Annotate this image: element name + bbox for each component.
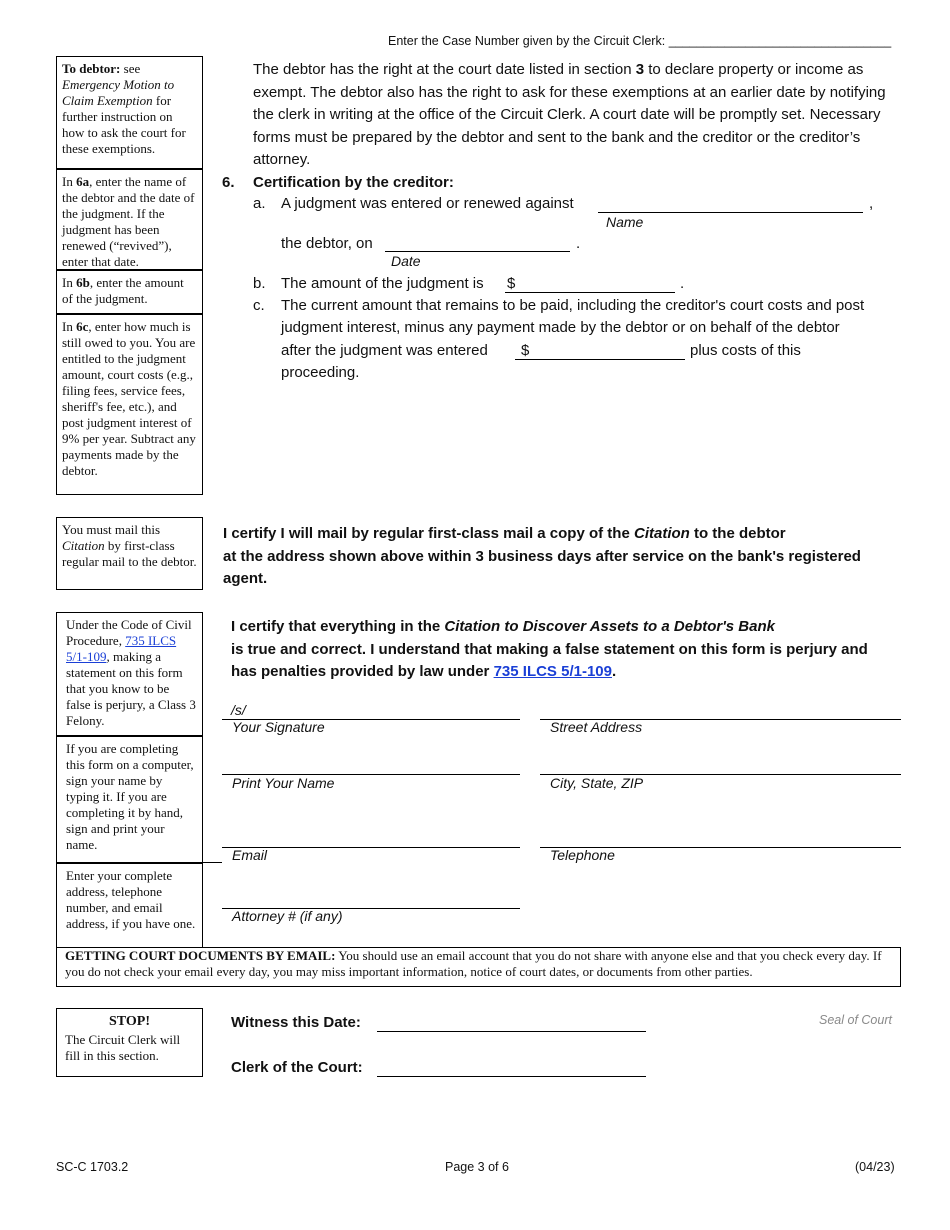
item-a-text: A judgment was entered or renewed against [281, 195, 574, 212]
item-b-letter: b. [253, 275, 266, 292]
clerk-of-court-field[interactable] [377, 1076, 646, 1077]
email-notice-box: GETTING COURT DOCUMENTS BY EMAIL: You should use an email account that you do not share with anyone else and that you check every day. If you do not check your email every day, you may miss important information, notice of court dates, or documents from other parties. [56, 947, 901, 987]
sidebar-address-note: Enter your complete address, telephone number, and email address, if you have one. [56, 863, 203, 948]
sidebar-debtor-note: To debtor: see Emergency Motion to Claim Exemption for further instruction on how to ask the court for these exemptions. [56, 56, 203, 169]
signature-value[interactable]: /s/ [231, 702, 246, 718]
case-number-header [388, 34, 891, 48]
item-c-line1: The current amount that remains to be paid, including the creditor's court costs and post [281, 297, 865, 314]
mail-certification: I certify I will mail by regular first-class mail a copy of the Citation to the debtor at the address shown above within 3 business days after service on the bank's registered agent. [223, 525, 861, 587]
judgment-dollar-sign: $ [507, 275, 516, 292]
sidebar-6b-note: In 6b, enter the amount of the judgment. [56, 270, 203, 314]
case-number-label: Enter the Case Number given by the Circuit Clerk: [388, 34, 666, 48]
remaining-amount-field[interactable] [515, 359, 685, 360]
case-number-field[interactable]: ________________________________ [668, 34, 892, 48]
seal-of-court-label: Seal of Court [819, 1013, 892, 1027]
telephone-label: Telephone [550, 847, 615, 863]
judgment-date-field[interactable] [385, 251, 570, 252]
stop-text: The Circuit Clerk will fill in this section. [65, 1032, 181, 1063]
witness-date-field[interactable] [377, 1031, 646, 1032]
section-6-number: 6. [222, 174, 235, 191]
print-name-label: Print Your Name [232, 775, 335, 791]
street-address-label: Street Address [550, 719, 643, 735]
amount-period: . [680, 275, 685, 292]
date-caption: Date [391, 253, 421, 269]
item-a-comma: , [869, 195, 874, 212]
item-c-line3: after the judgment was entered [281, 342, 488, 359]
sidebar-6a-note: In 6a, enter the name of the debtor and the date of the judgment. If the judgment has been renewed (“revived”), enter that date. [56, 169, 203, 270]
item-c-line2: judgment interest, minus any payment made by the debtor or on behalf of the debtor [281, 319, 840, 336]
debtor-name-field[interactable] [598, 212, 863, 213]
ilcs-link[interactable]: 735 ILCS 5/1-109 [66, 633, 177, 664]
ilcs-link-main[interactable]: 735 ILCS 5/1-109 [493, 663, 612, 680]
clerk-of-court-label: Clerk of the Court: [231, 1059, 363, 1076]
email-label: Email [232, 847, 268, 863]
item-c-letter: c. [253, 297, 265, 314]
witness-date-label: Witness this Date: [231, 1014, 361, 1031]
judgment-amount-field[interactable] [505, 292, 675, 293]
plus-costs-text: plus costs of this [690, 342, 801, 359]
section-6-title: Certification by the creditor: [253, 174, 454, 191]
debtor-on-text: the debtor, on [281, 235, 373, 252]
sidebar-6c-note: In 6c, enter how much is still owed to you. You are entitled to the judgment amount, court costs (e.g., filing fees, service fees, sheriff's fee, etc.), and post judgment interest of 9% per year. Subtract any payments made by the debtor. [56, 314, 203, 495]
page-number: Page 3 of 6 [445, 1160, 509, 1174]
form-id: SC-C 1703.2 [56, 1160, 129, 1174]
stop-title: STOP! [109, 1014, 150, 1029]
city-state-zip-label: City, State, ZIP [550, 775, 644, 791]
stop-box [56, 1008, 203, 1077]
truth-certification: I certify that everything in the Citation to Discover Assets to a Debtor's Bank is true and correct. I understand that making a false statement on this form is perjury and has penalties provided by law under 735 ILCS 5/1-109. [231, 618, 868, 680]
item-b-text: The amount of the judgment is [281, 275, 484, 292]
attorney-number-label: Attorney # (if any) [232, 908, 343, 924]
your-signature-label: Your Signature [232, 719, 325, 735]
sidebar-mail-note: You must mail this Citation by first-class regular mail to the debtor. [56, 517, 203, 590]
name-caption: Name [606, 214, 644, 230]
sidebar-divider [202, 862, 222, 863]
remaining-dollar-sign: $ [521, 342, 530, 359]
item-a-letter: a. [253, 195, 266, 212]
exemption-paragraph: The debtor has the right at the court date listed in section 3 to declare property or income as exempt. The debtor also has the right to ask for these exemptions at an earlier date by notifying the clerk in writing at the office of the Circuit Clerk. A court date will be promptly set. Necessary forms must be prepared by the debtor and sent to the bank and the creditor or the creditor’s attorney. [253, 61, 886, 168]
sidebar-perjury-note: Under the Code of Civil Procedure, 735 ILCS 5/1-109, making a statement on this form that you know to be false is perjury, a Class 3 Felony. [56, 612, 203, 736]
item-c-line4: proceeding. [281, 364, 360, 381]
date-period: . [576, 235, 581, 252]
form-revision: (04/23) [855, 1160, 895, 1174]
sidebar-signing-note: If you are completing this form on a computer, sign your name by typing it. If you are completing it by hand, sign and print your name. [56, 736, 203, 863]
